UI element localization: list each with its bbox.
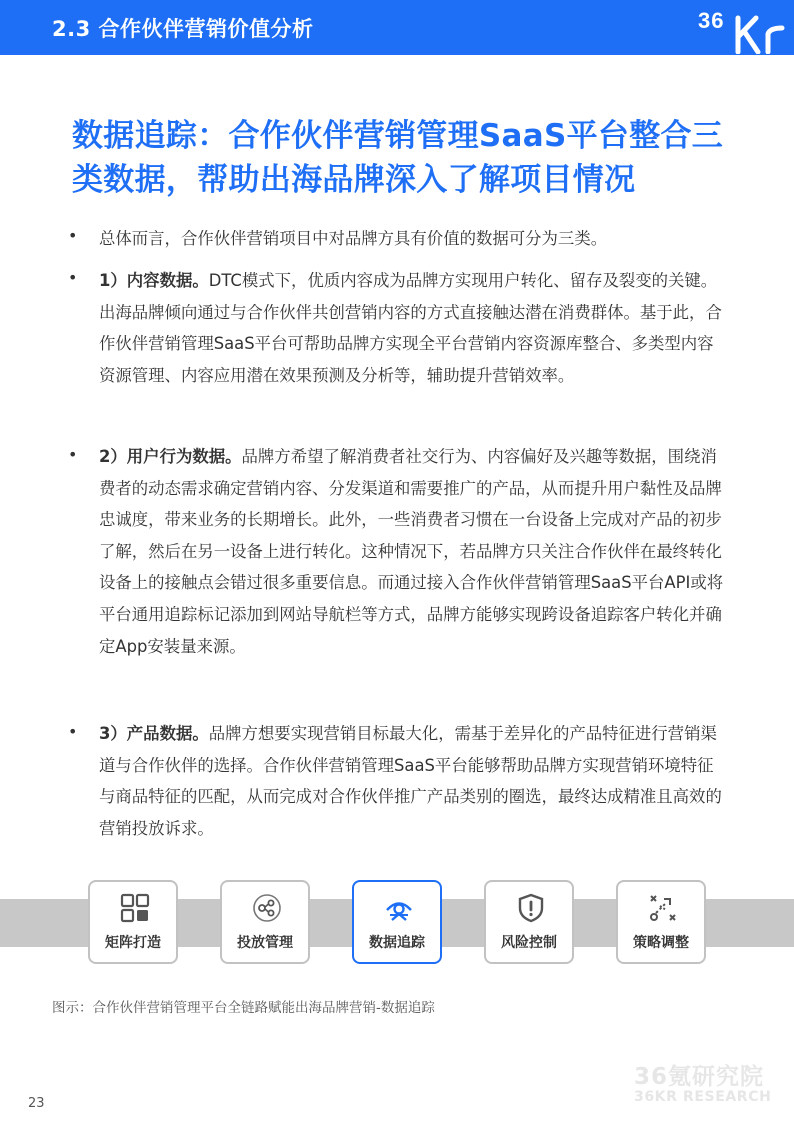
bullet-text: 品牌方想要实现营销目标最大化，需基于差异化的产品特征进行营销渠道与合作伙伴的选择。合作伙伴营销管理SaaS平台能够帮助品牌方实现营销环境特征与商品特征的匹配，从而完成对合作伙伴推广产品类别的圈选，最终达成精准且高效的营销投放诉求。 (99, 724, 722, 838)
process-card-placement[interactable] (220, 880, 310, 964)
grid-icon (120, 893, 150, 923)
page-number: 23 (28, 1096, 45, 1111)
strategy-icon (648, 893, 678, 923)
page-title: 数据追踪：合作伙伴营销管理SaaS平台整合三类数据，帮助出海品牌深入了解项目情况 (72, 118, 724, 198)
watermark-cn: 36氪研究院 (634, 1064, 765, 1090)
tracking-icon (384, 893, 414, 923)
bullet-item (99, 265, 729, 391)
header-bar (0, 0, 794, 55)
bullet-text: 总体而言，合作伙伴营销项目中对品牌方具有价值的数据可分为三类。 (99, 229, 608, 248)
watermark (634, 1058, 779, 1105)
bullet-item (99, 718, 729, 844)
section-title: 2.3 合作伙伴营销价值分析 (52, 17, 314, 41)
36kr-logo (698, 4, 794, 54)
bullet-lead: 1）内容数据。 (99, 271, 209, 290)
card-label: 策略调整 (633, 935, 689, 951)
bullet-marker: • (68, 445, 78, 464)
bullet-lead: 2）用户行为数据。 (99, 447, 242, 466)
bullet-item (99, 441, 729, 662)
svg-text:36: 36 (698, 8, 725, 33)
network-nodes-icon (252, 893, 282, 923)
process-card-data-tracking[interactable] (352, 880, 442, 964)
bullet-marker: • (68, 226, 78, 245)
bullet-text: 品牌方希望了解消费者社交行为、内容偏好及兴趣等数据，围绕消费者的动态需求确定营销内容、分发渠道和需要推广的产品，从而提升用户黏性及品牌忠诚度，带来业务的长期增长。此外，一些消费者习惯在一台设备上完成对产品的初步了解，然后在另一设备上进行转化。这种情况下，若品牌方只关注合作伙伴在最终转化设备上的接触点会错过很多重要信息。而通过接入合作伙伴营销管理SaaS平台API或将平台通用追踪标记添加到网站导航栏等方式，品牌方能够实现跨设备追踪客户转化并确定App安装量来源。 (99, 447, 724, 656)
bullet-item (99, 223, 729, 255)
bullet-lead: 3）产品数据。 (99, 724, 209, 743)
card-label: 风险控制 (501, 935, 557, 951)
bullet-text: DTC模式下，优质内容成为品牌方实现用户转化、留存及裂变的关键。出海品牌倾向通过与合作伙伴共创营销内容的方式直接触达潜在消费群体。基于此，合作伙伴营销管理SaaS平台可帮助品牌方实现全平台营销内容资源库整合、多类型内容资源管理、内容应用潜在效果预测及分析等，辅助提升营销效率。 (99, 271, 722, 385)
card-label: 数据追踪 (369, 935, 425, 951)
shield-alert-icon (516, 893, 546, 923)
process-card-strategy[interactable] (616, 880, 706, 964)
bullet-marker: • (68, 268, 78, 287)
process-card-matrix[interactable] (88, 880, 178, 964)
figure-caption: 图示：合作伙伴营销管理平台全链路赋能出海品牌营销-数据追踪 (52, 1000, 435, 1016)
process-card-risk-control[interactable] (484, 880, 574, 964)
bullet-marker: • (68, 722, 78, 741)
card-label: 矩阵打造 (105, 935, 161, 951)
card-label: 投放管理 (237, 935, 293, 951)
watermark-en: 36KR RESEARCH (634, 1089, 772, 1105)
